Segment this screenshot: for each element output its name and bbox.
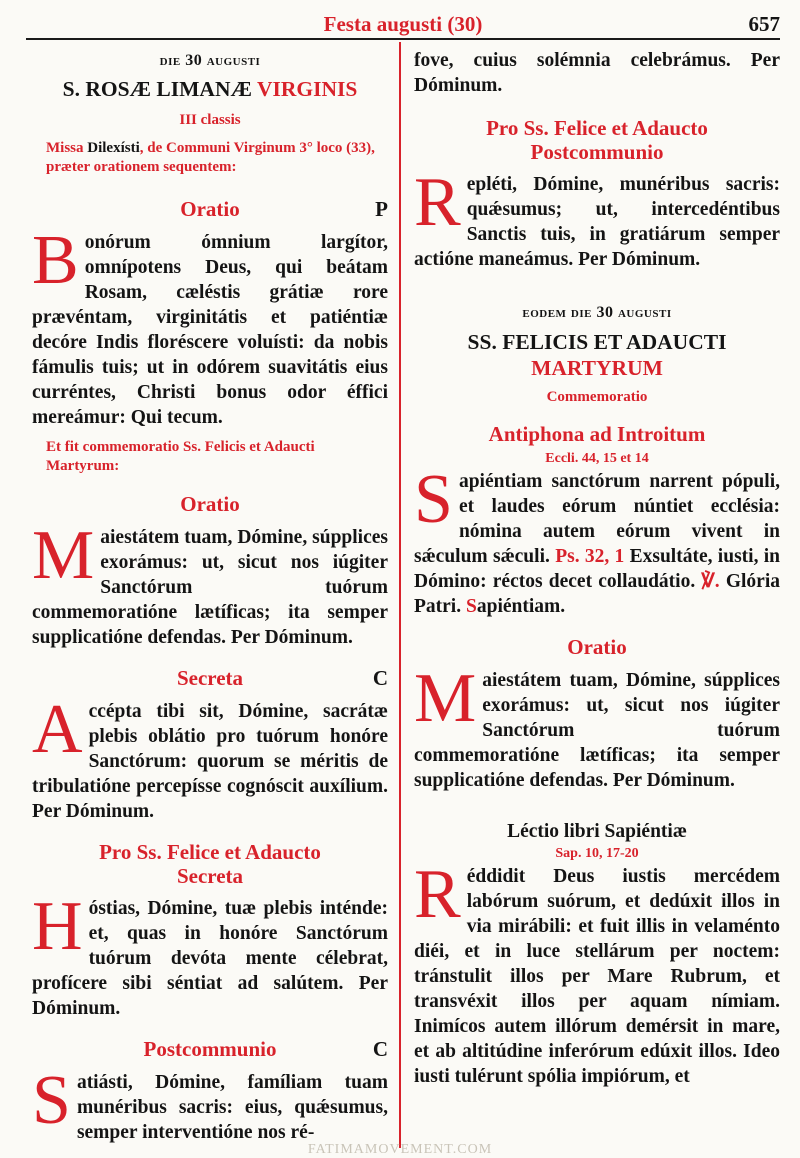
antiphona-body: apiéntiam sanctórum narrent pópuli, et laudes eórum núntiet ecclésia: nómina autem eórum vivent in sǽculum sǽculi. [414, 471, 780, 567]
pro-post-line2: Postcommunio [530, 140, 664, 164]
commemoratio-label: Commemoratio [546, 389, 648, 405]
missa-rubric-rest: , de Communi Virginum 3° loco (33), præter orationem sequentem: [46, 140, 375, 175]
postcommunio-heading [32, 1037, 388, 1062]
antiphona-text [414, 461, 781, 619]
right-column [414, 48, 780, 1146]
oratio3-heading [414, 635, 780, 660]
feast-title [32, 77, 388, 102]
secreta2-body: óstias, Dómine, tuæ plebis inténde: et, quas in honóre Sanctórum tuórum devóta mente célebrat, profícere sibi séntiat ad salútem. Per Dóminum. [32, 898, 388, 1019]
oratio-heading [32, 197, 388, 222]
oratio2-text [32, 517, 388, 650]
oratio-title: Oratio [180, 197, 240, 221]
missa-rubric-label: Missa [46, 140, 88, 156]
gloria-text: Glória Patri. [414, 571, 780, 617]
oratio-mark: P [375, 197, 388, 221]
oratio-body: onórum ómnium largítor, omnípotens Deus, qui beátam Rosam, cæléstis grátiæ rore prævéntam, virginitátis et patiéntiæ decóre Indis floréscere voluísti: da nobis fámulis tuis; ut in odórem suavitátis eius curréntes, Christi bonus odor éffici mereámur: Qui tecum. [32, 232, 388, 428]
antiphona-heading [414, 422, 780, 447]
antiphona-title: Antiphona ad Introitum [488, 422, 706, 446]
secreta-body: ccépta tibi sit, Dómine, sacrátæ plebis oblátio pro tuórum honóre Sanctórum: quorum se méritis de tribulatióne percepísse cognóscit auxílium. Per Dóminum. [32, 701, 388, 822]
secreta-text [32, 691, 388, 824]
oratio-text [32, 222, 388, 430]
feast-title-black: S. ROSÆ LIMANÆ [62, 77, 257, 101]
pro-post-heading [414, 116, 780, 164]
post2-body: epléti, Dómine, munéribus sacris: quǽsumus; ut, intercedéntibus Sanctis tuis, in gratiárum semper actióne maneámus. Per Dóminum. [414, 174, 780, 270]
watermark: FATIMAMOVEMENT.COM [307, 1142, 493, 1157]
pro-secreta-line2: Secreta [176, 864, 244, 888]
repeat-rest: apiéntiam. [476, 596, 566, 617]
drop-cap: R [414, 856, 461, 933]
postcommunio-title: Postcommunio [143, 1037, 277, 1061]
drop-cap: A [32, 691, 83, 768]
lectio-body: éddidit Deus iustis mercédem labórum suórum, et dedúxit illos in via mirábili: et fuit illis in velaménto diéi, et in luce stellárum per noctem: tránstulit illos per Mare Rubrum, et transvéxit illos per aquam nímiam. Inimícos autem illórum demérsit in mare, et ab altitúdine inferórum edúxit illos. Ideo iusti tulérunt spólia impiórum, et [414, 866, 780, 1087]
pro-post-line1: Pro Ss. Felice et Adaucto [486, 116, 708, 140]
lectio-text [414, 856, 780, 1089]
secreta-title: Secreta [176, 666, 244, 690]
feast-class: III classis [179, 112, 241, 128]
pro-secreta-line1: Pro Ss. Felice et Adaucto [99, 840, 321, 864]
feast2-line1: SS. FELICIS ET ADAUCTI [467, 330, 727, 354]
drop-cap: B [32, 222, 79, 299]
lectio-ref: Sap. 10, 17-20 [555, 846, 639, 861]
missa-name: Dilexísti [87, 140, 140, 156]
drop-cap: M [414, 660, 477, 737]
left-column [32, 48, 388, 1146]
column-divider [399, 42, 401, 1148]
postcommunio-mark: C [372, 1037, 388, 1061]
drop-cap: H [32, 888, 83, 965]
feast-date: die 30 augusti [159, 52, 261, 69]
oratio3-text [414, 660, 780, 793]
secreta-mark: C [372, 666, 388, 690]
continued-text: fove, cuius solémnia celebrámus. Per Dóminum. [414, 50, 780, 96]
drop-cap: S [32, 1062, 71, 1139]
lectio-title: Léctio libri Sapiéntiæ [507, 821, 687, 842]
drop-cap: S [414, 461, 453, 538]
page-header [26, 8, 780, 40]
postcommunio-body: atiásti, Dómine, famíliam tuam munéribus sacris: eius, quǽsumus, semper interventióne nos ré- [76, 1072, 388, 1143]
eodem-date: eodem die 30 augusti [522, 304, 672, 321]
drop-cap: M [32, 517, 95, 594]
repeat-initial: S [465, 596, 477, 617]
page-number: 657 [748, 12, 780, 36]
running-title: Festa augusti (30) [323, 12, 483, 36]
commemoratio-rubric: Et fit commemoratio Ss. Felicis et Adaucti Martyrum: [46, 439, 315, 474]
secreta2-text [32, 888, 388, 1021]
psalm-text: Exsultáte, iusti, in Dómino: réctos decet collaudátio. [414, 546, 781, 592]
antiphona-ref: Eccli. 44, 15 et 14 [545, 451, 649, 466]
oratio3-body: aiestátem tuam, Dómine, súpplices exorámus: ut, sicut nos iúgiter Sanctórum tuórum commemoratióne lætíficas; ita semper supplicatióne defendas. Per Dóminum. [414, 670, 780, 791]
feast2-line2: MARTYRUM [531, 356, 663, 380]
oratio3-title: Oratio [567, 635, 627, 659]
secreta-heading [32, 666, 388, 691]
feast-title-red: VIRGINIS [256, 77, 358, 101]
missa-rubric [32, 139, 388, 177]
postcommunio-text [32, 1062, 388, 1145]
versicle-symbol: ℣. [701, 571, 720, 592]
oratio2-title: Oratio [180, 492, 240, 516]
drop-cap: R [414, 164, 461, 241]
oratio2-body: aiestátem tuam, Dómine, súpplices exorámus: ut, sicut nos iúgiter Sanctórum tuórum commemoratióne lætíficas; ita semper supplicatióne defendas. Per Dóminum. [32, 527, 388, 648]
pro-secreta-heading [32, 840, 388, 888]
feast2-title [414, 329, 780, 381]
psalm-ref: Ps. 32, 1 [555, 546, 625, 567]
post2-text [414, 164, 780, 272]
oratio2-heading [32, 492, 388, 517]
